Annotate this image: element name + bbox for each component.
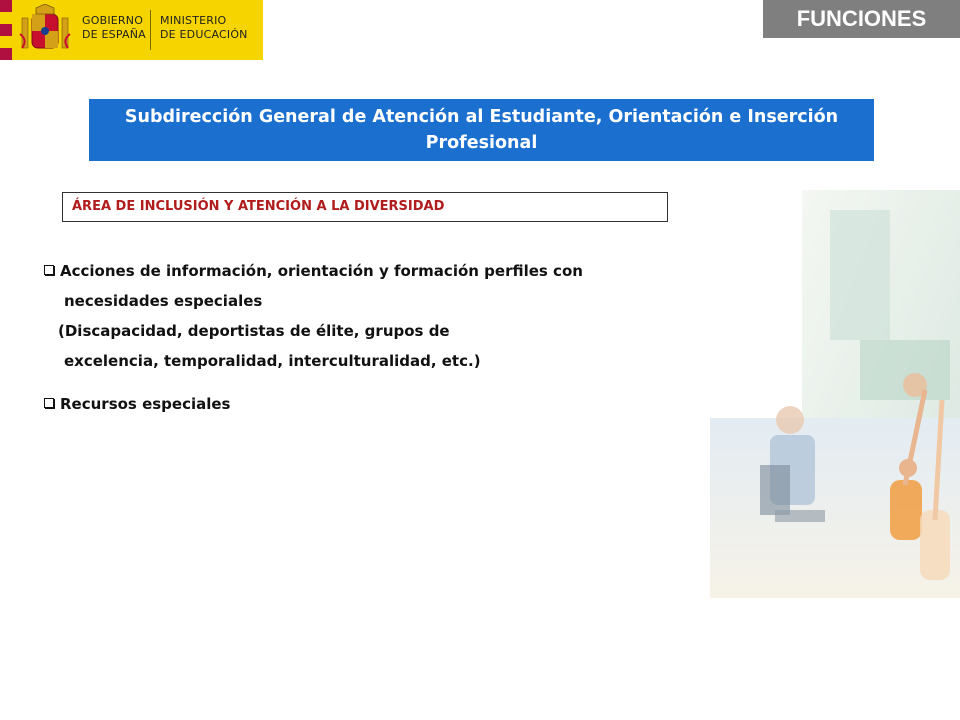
gobierno-line2: DE ESPAÑA xyxy=(82,28,146,41)
bullet-text: necesidades especiales xyxy=(64,292,263,310)
list-item xyxy=(44,262,583,280)
bullet-text: Acciones de información, orientación y formación perfiles con xyxy=(60,262,583,280)
section-tag: FUNCIONES xyxy=(763,0,960,38)
ministerio-label xyxy=(160,14,248,42)
ministerio-line2: DE EDUCACIÓN xyxy=(160,28,248,41)
list-item-continuation xyxy=(58,322,450,340)
list-item-continuation xyxy=(64,352,481,370)
list-item-continuation xyxy=(64,292,262,310)
page-title-banner xyxy=(89,99,874,161)
page-title: Subdirección General de Atención al Estudiante, Orientación e Inserción Profesional xyxy=(124,107,839,153)
coat-of-arms-icon xyxy=(18,4,72,56)
bullet-text: excelencia, temporalidad, interculturalidad, etc.) xyxy=(64,352,481,370)
checkbox-bullet-icon xyxy=(44,265,54,275)
logo-divider xyxy=(150,10,151,50)
gobierno-line1: GOBIERNO xyxy=(82,14,144,27)
area-heading-box xyxy=(62,192,668,222)
bullet-text: Recursos especiales xyxy=(60,395,231,413)
education-collage-image xyxy=(710,190,960,598)
flag-stripe xyxy=(0,0,12,60)
area-heading: ÁREA DE INCLUSIÓN Y ATENCIÓN A LA DIVERSIDAD xyxy=(72,199,445,214)
bullet-text: (Discapacidad, deportistas de élite, grupos de xyxy=(58,322,450,340)
ministerio-line1: MINISTERIO xyxy=(160,14,227,27)
checkbox-bullet-icon xyxy=(44,398,54,408)
government-logo xyxy=(0,0,263,60)
list-item xyxy=(44,395,231,413)
gobierno-label xyxy=(82,14,146,42)
